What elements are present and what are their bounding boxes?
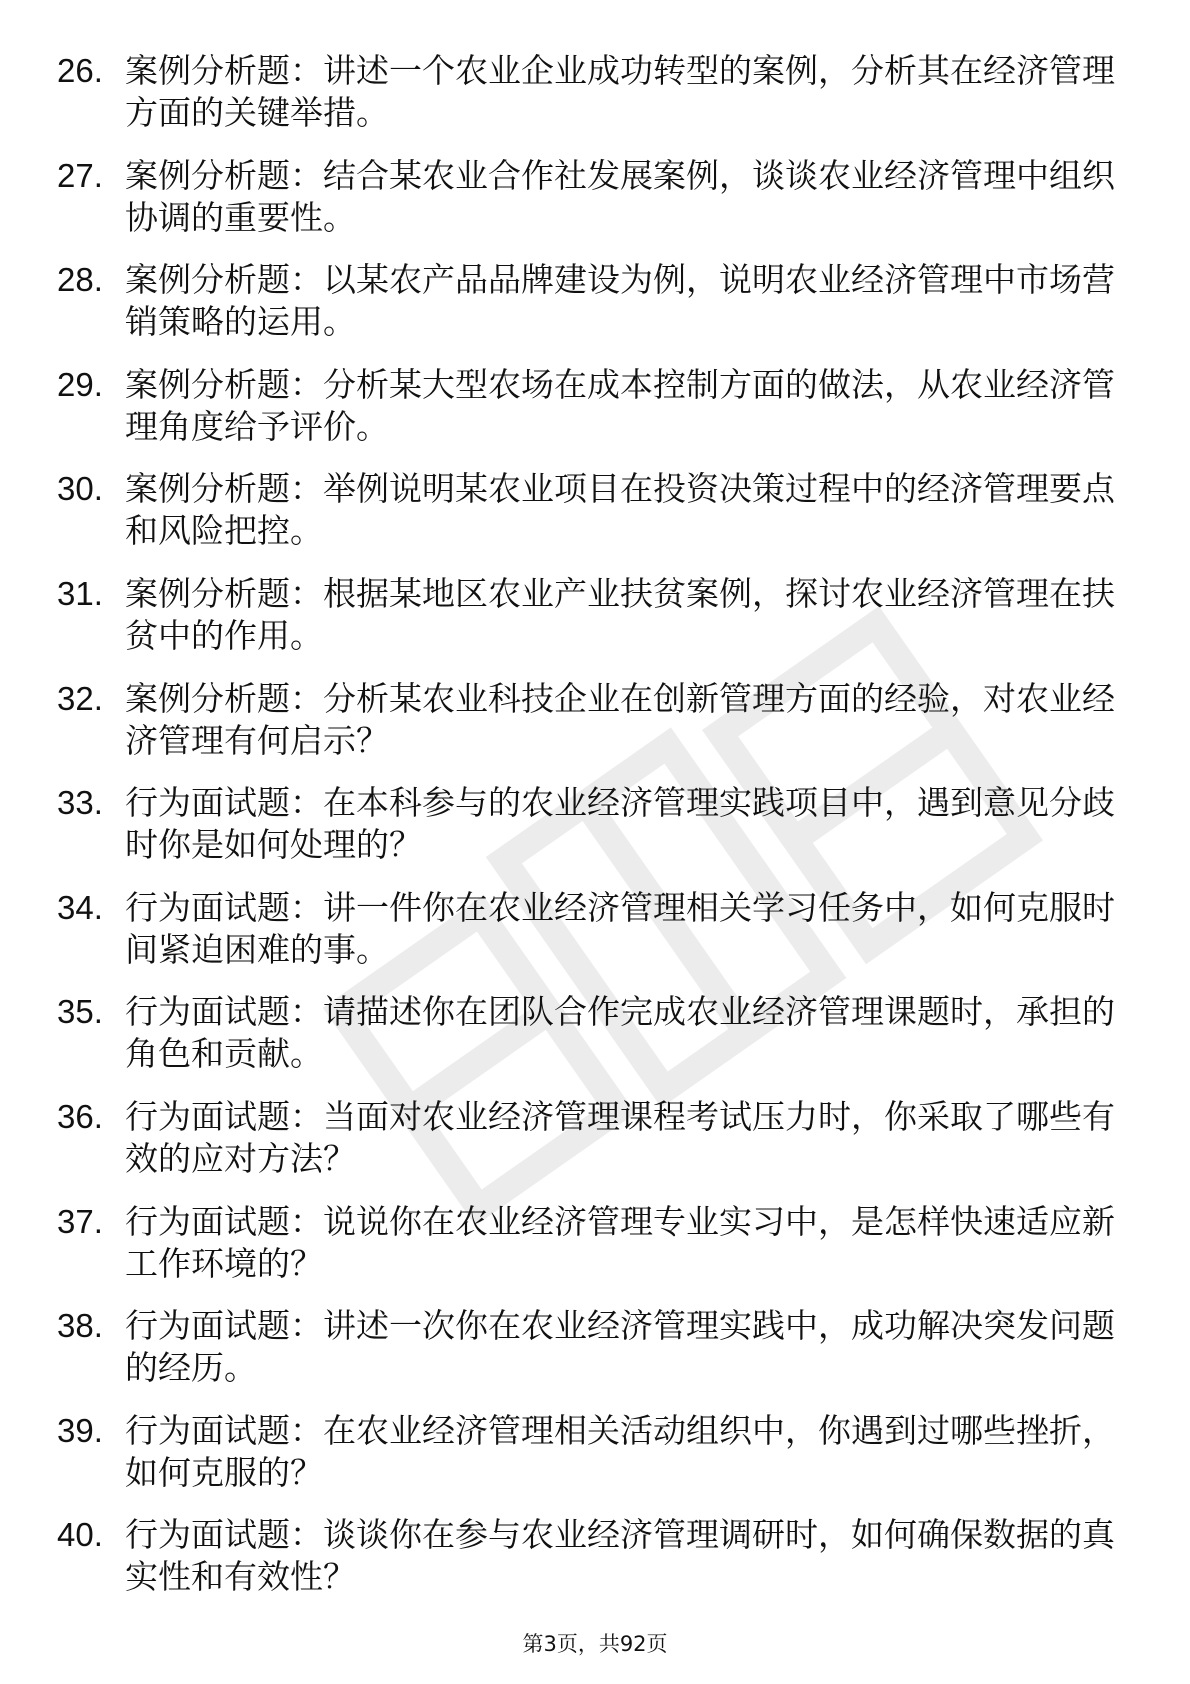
question-text: 行为面试题：在农业经济管理相关活动组织中，你遇到过哪些挫折，如何克服的？ <box>125 1410 1115 1492</box>
question-item <box>57 1201 1127 1285</box>
question-text: 案例分析题：分析某大型农场在成本控制方面的做法，从农业经济管理角度给予评价。 <box>125 364 1115 446</box>
question-number: 38. <box>57 1307 103 1345</box>
question-item <box>57 991 1127 1075</box>
question-item <box>57 573 1127 657</box>
question-number: 29. <box>57 365 103 403</box>
question-number: 40. <box>57 1516 103 1554</box>
question-text: 行为面试题：说说你在农业经济管理专业实习中，是怎样快速适应新工作环境的？ <box>125 1201 1115 1283</box>
question-number: 39. <box>57 1411 103 1449</box>
question-number: 27. <box>57 156 103 194</box>
question-item <box>57 1096 1127 1180</box>
question-text: 行为面试题：讲一件你在农业经济管理相关学习任务中，如何克服时间紧迫困难的事。 <box>125 887 1115 969</box>
question-number: 35. <box>57 993 103 1031</box>
question-number: 34. <box>57 888 103 926</box>
question-item <box>57 887 1127 971</box>
page-number-label: 第3页，共92页 <box>522 1632 668 1656</box>
question-text: 行为面试题：在本科参与的农业经济管理实践项目中，遇到意见分歧时你是如何处理的？ <box>125 783 1115 865</box>
question-number: 36. <box>57 1097 103 1135</box>
question-item <box>57 50 1127 134</box>
question-text: 案例分析题：讲述一个农业企业成功转型的案例，分析其在经济管理方面的关键举措。 <box>125 51 1115 132</box>
question-number: 37. <box>57 1202 103 1240</box>
question-text: 案例分析题：结合某农业合作社发展案例，谈谈农业经济管理中组织协调的重要性。 <box>125 155 1115 237</box>
question-number: 32. <box>57 679 103 717</box>
question-number: 30. <box>57 470 103 508</box>
question-text: 行为面试题：谈谈你在参与农业经济管理调研时，如何确保数据的真实性和有效性？ <box>125 1515 1115 1597</box>
question-item <box>57 1305 1127 1389</box>
question-item <box>57 364 1127 448</box>
question-item <box>57 1410 1127 1494</box>
question-number: 31. <box>57 574 103 612</box>
question-text: 案例分析题：以某农产品品牌建设为例，说明农业经济管理中市场营销策略的运用。 <box>125 260 1115 342</box>
question-number: 28. <box>57 261 103 299</box>
page-footer <box>0 1628 1190 1658</box>
question-item <box>57 678 1127 762</box>
question-item <box>57 468 1127 552</box>
question-text: 案例分析题：分析某农业科技企业在创新管理方面的经验，对农业经济管理有何启示？ <box>125 678 1115 760</box>
question-number: 33. <box>57 784 103 822</box>
question-text: 行为面试题：当面对农业经济管理课程考试压力时，你采取了哪些有效的应对方法？ <box>125 1096 1115 1178</box>
question-text: 案例分析题：根据某地区农业产业扶贫案例，探讨农业经济管理在扶贫中的作用。 <box>125 573 1115 655</box>
question-text: 行为面试题：讲述一次你在农业经济管理实践中，成功解决突发问题的经历。 <box>125 1306 1115 1388</box>
question-item <box>57 259 1127 343</box>
question-text: 行为面试题：请描述你在团队合作完成农业经济管理课题时，承担的角色和贡献。 <box>125 992 1115 1074</box>
question-text: 案例分析题：举例说明某农业项目在投资决策过程中的经济管理要点和风险把控。 <box>125 469 1115 551</box>
question-list <box>57 50 1127 1619</box>
question-number: 26. <box>57 52 103 89</box>
question-item <box>57 782 1127 866</box>
question-item <box>57 155 1127 239</box>
question-item <box>57 1514 1127 1598</box>
